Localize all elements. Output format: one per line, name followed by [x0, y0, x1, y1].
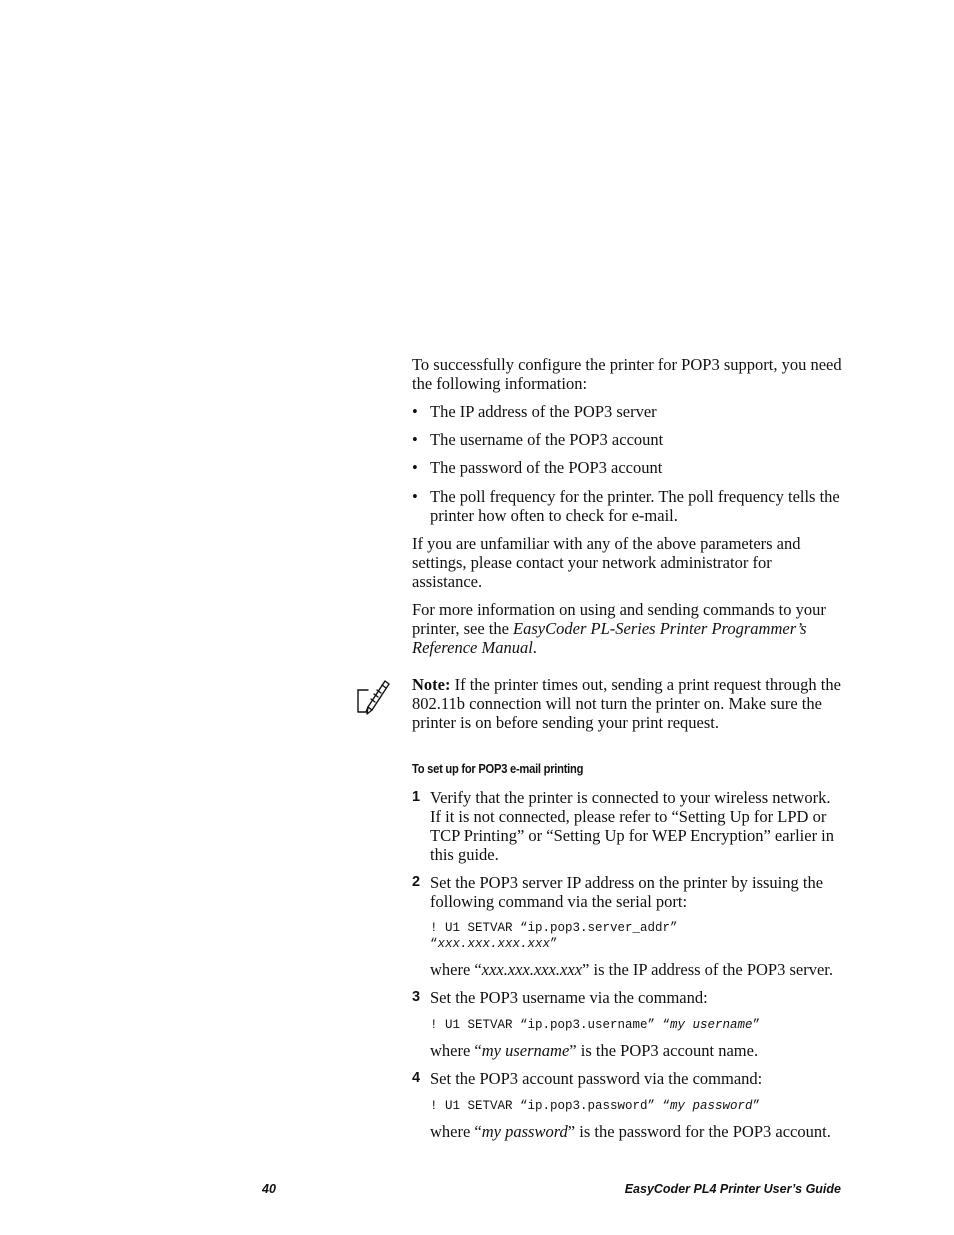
procedure-heading: To set up for POP3 e-mail printing: [412, 761, 584, 776]
list-item: • The password of the POP3 account: [412, 458, 842, 477]
step-1: [412, 788, 842, 864]
intro-paragraph: To successfully configure the printer for POP3 support, you need the following information:: [412, 355, 842, 393]
reference-prefix: For more information on using and sending commands to your printer, see the: [412, 600, 826, 638]
explanation-prefix: where “: [430, 1041, 482, 1060]
list-item: • The username of the POP3 account: [412, 430, 842, 449]
step-number: 2: [412, 874, 421, 890]
command-quote: ”: [550, 937, 558, 951]
explanation-variable: xxx.xxx.xxx.xxx: [481, 960, 583, 979]
command-line: ! U1 SETVAR “ip.pop3.server_addr”: [430, 921, 678, 935]
page-number: 40: [262, 1182, 276, 1196]
step-number: 1: [412, 789, 421, 805]
explanation-variable: my username: [481, 1041, 570, 1060]
step-text: Set the POP3 server IP address on the printer by issuing the following command via the serial port:: [430, 873, 824, 911]
explanation-suffix: ” is the IP address of the POP3 server.: [582, 960, 834, 979]
list-item: • The IP address of the POP3 server: [412, 402, 842, 421]
command-variable: xxx.xxx.xxx.xxx: [437, 937, 551, 951]
explanation-suffix: ” is the password for the POP3 account.: [567, 1122, 831, 1141]
command-suffix: ”: [752, 1099, 761, 1113]
step-text: Verify that the printer is connected to your wireless network. If it is not connected, please refer to “Setting Up for LPD or TCP Printing” or “Setting Up for WEP Encryption” earlier in this guide.: [430, 788, 835, 864]
step-explanation: [430, 960, 850, 979]
note-label: Note:: [412, 675, 451, 694]
command-variable: my username: [670, 1018, 753, 1032]
list-item-text: The IP address of the POP3 server: [430, 402, 657, 421]
reference-manual-title: EasyCoder PL-Series Printer Programmer’s Reference Manual: [412, 619, 807, 657]
step-3: [412, 988, 842, 1007]
note-paragraph: [412, 675, 844, 732]
step-4: [412, 1069, 842, 1088]
step-number: 4: [412, 1070, 421, 1086]
command-code: [430, 1098, 850, 1114]
list-item-text: The username of the POP3 account: [430, 430, 664, 449]
step-text: Set the POP3 account password via the command:: [430, 1069, 763, 1088]
pencil-note-icon: [352, 674, 392, 716]
command-code: [430, 1017, 850, 1033]
step-2: [412, 873, 842, 911]
list-item-text: The poll frequency for the printer. The poll frequency tells the printer how often to check for e-mail.: [430, 487, 840, 525]
command-variable: my password: [670, 1099, 753, 1113]
command-quote: “: [430, 937, 438, 951]
list-item-text: The password of the POP3 account: [430, 458, 663, 477]
guide-title: EasyCoder PL4 Printer User’s Guide: [624, 1182, 841, 1196]
explanation-variable: my password: [481, 1122, 568, 1141]
explanation-suffix: ” is the POP3 account name.: [569, 1041, 759, 1060]
explanation-prefix: where “: [430, 1122, 482, 1141]
command-code: [430, 920, 850, 952]
admin-paragraph: If you are unfamiliar with any of the above parameters and settings, please contact your network administrator for assistance.: [412, 534, 801, 591]
command-prefix: ! U1 SETVAR “ip.pop3.password” “: [430, 1099, 671, 1113]
command-suffix: ”: [752, 1018, 761, 1032]
note-text: If the printer times out, sending a print request through the 802.11b connection will not turn the printer on. Make sure the printer is on before sending your print request.: [412, 675, 841, 732]
command-prefix: ! U1 SETVAR “ip.pop3.username” “: [430, 1018, 671, 1032]
list-item: • The poll frequency for the printer. The poll frequency tells the printer how often to check for e-mail.: [412, 487, 842, 525]
step-explanation: [430, 1041, 850, 1060]
explanation-prefix: where “: [430, 960, 482, 979]
step-explanation: [430, 1122, 850, 1141]
reference-suffix: .: [532, 638, 537, 657]
step-number: 3: [412, 989, 421, 1005]
step-text: Set the POP3 username via the command:: [430, 988, 708, 1007]
reference-paragraph: [412, 600, 842, 657]
